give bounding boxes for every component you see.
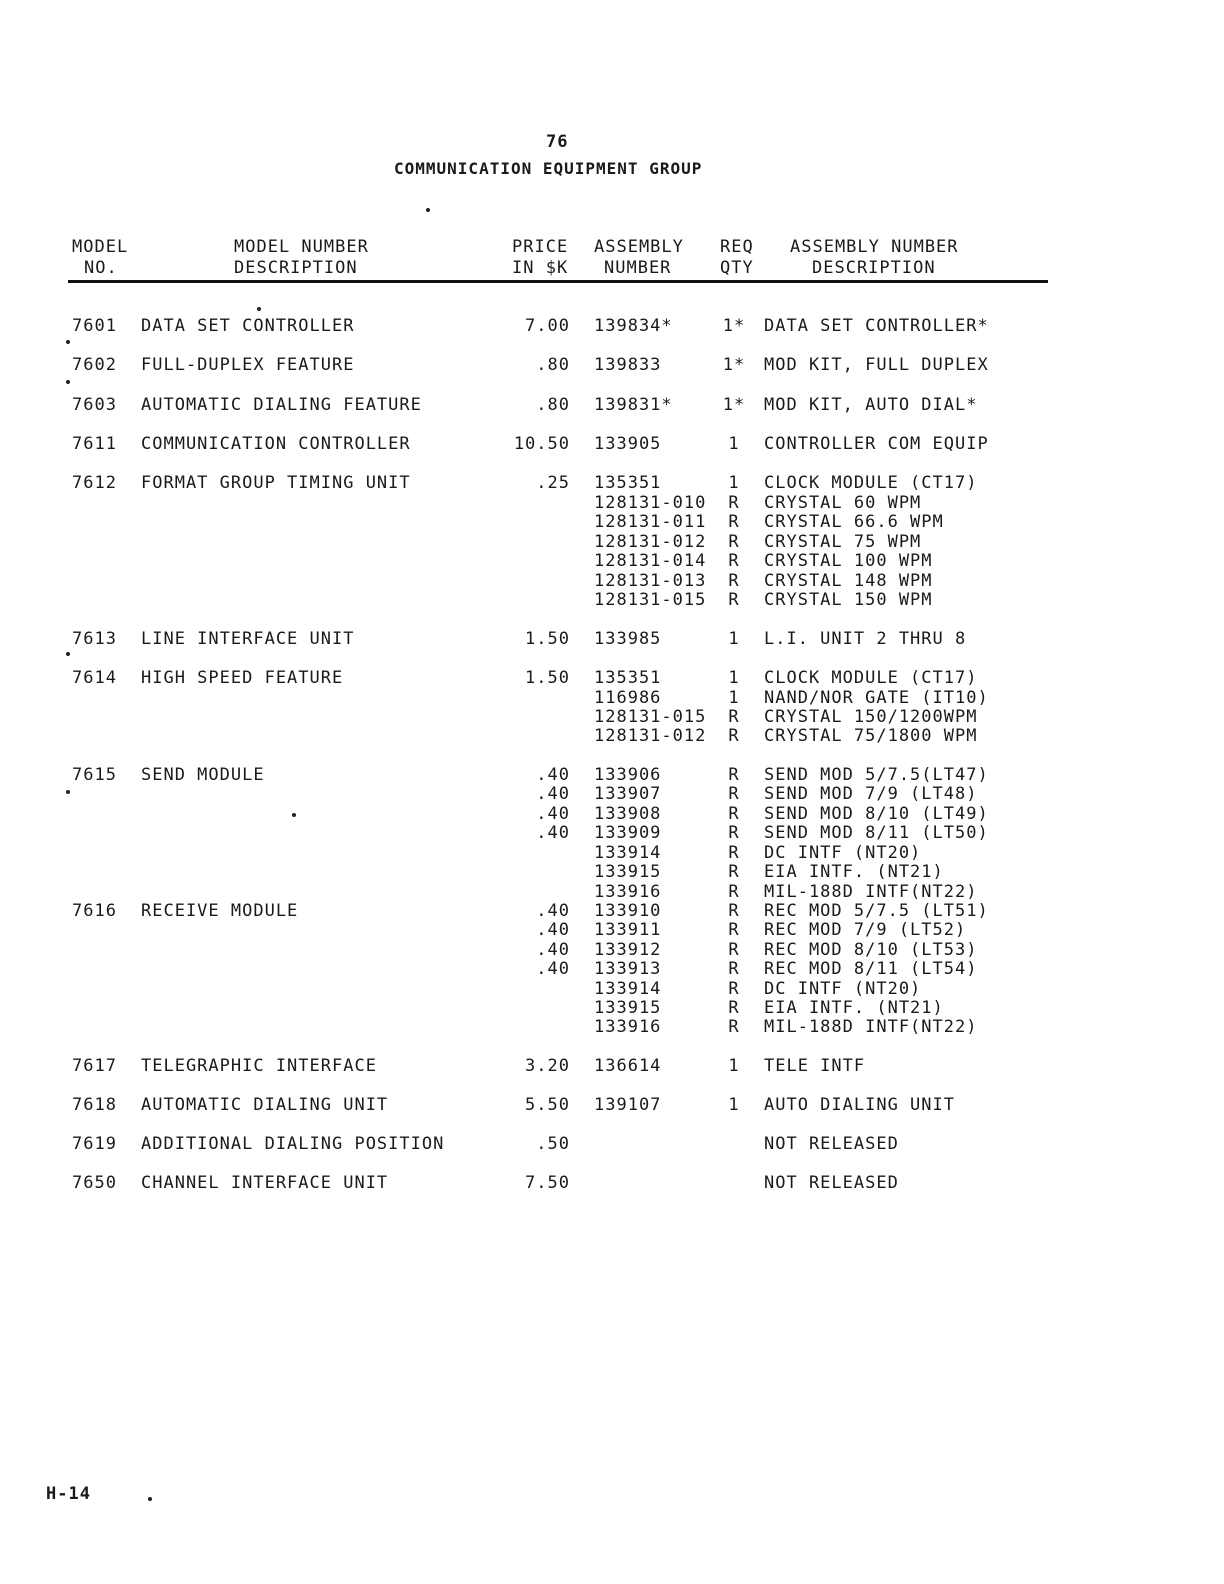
- model-number: 7615: [72, 765, 117, 785]
- required-quantity: 1: [728, 434, 740, 454]
- price: 10.50: [513, 434, 570, 454]
- price: .40: [536, 901, 570, 921]
- assembly-description: SEND MOD 7/9 (LT48): [764, 784, 978, 804]
- model-description: ADDITIONAL DIALING POSITION: [141, 1134, 445, 1154]
- header-qty-line1: REQ: [720, 237, 754, 257]
- required-quantity: R: [728, 551, 740, 571]
- price: .40: [536, 784, 570, 804]
- model-description: FULL-DUPLEX FEATURE: [141, 355, 355, 375]
- header-assembly-desc-line2: DESCRIPTION: [812, 258, 936, 278]
- assembly-description: REC MOD 8/11 (LT54): [764, 959, 978, 979]
- model-number: 7618: [72, 1095, 117, 1115]
- price: 5.50: [525, 1095, 570, 1115]
- assembly-number: 133909: [594, 823, 662, 843]
- model-number: 7614: [72, 668, 117, 688]
- model-number: 7601: [72, 316, 117, 336]
- assembly-description: CLOCK MODULE (CT17): [764, 668, 978, 688]
- assembly-description: SEND MOD 8/11 (LT50): [764, 823, 989, 843]
- assembly-description: REC MOD 5/7.5 (LT51): [764, 901, 989, 921]
- assembly-number: 133916: [594, 1017, 662, 1037]
- price: 1.50: [525, 668, 570, 688]
- model-description: RECEIVE MODULE: [141, 901, 299, 921]
- required-quantity: R: [728, 707, 740, 727]
- assembly-description: CRYSTAL 75/1800 WPM: [764, 726, 978, 746]
- assembly-description: NOT RELEASED: [764, 1173, 899, 1193]
- price: 1.50: [525, 629, 570, 649]
- model-description: FORMAT GROUP TIMING UNIT: [141, 473, 411, 493]
- assembly-number: 128131-012: [594, 726, 707, 746]
- assembly-description: CRYSTAL 148 WPM: [764, 571, 933, 591]
- assembly-description: CRYSTAL 150 WPM: [764, 590, 933, 610]
- header-assembly-line2: NUMBER: [604, 258, 672, 278]
- assembly-description: REC MOD 7/9 (LT52): [764, 920, 967, 940]
- assembly-number: 128131-015: [594, 590, 707, 610]
- assembly-description: MOD KIT, AUTO DIAL*: [764, 395, 978, 415]
- assembly-number: 128131-010: [594, 493, 707, 513]
- price: .40: [536, 804, 570, 824]
- scan-speck: [66, 652, 70, 656]
- required-quantity: R: [728, 765, 740, 785]
- required-quantity: 1*: [722, 395, 746, 415]
- assembly-description: DC INTF (NT20): [764, 979, 922, 999]
- required-quantity: R: [728, 1017, 740, 1037]
- assembly-description: EIA INTF. (NT21): [764, 998, 944, 1018]
- footer-page-code: H-14: [46, 1484, 91, 1504]
- required-quantity: R: [728, 979, 740, 999]
- header-assembly-line1: ASSEMBLY: [594, 237, 684, 257]
- model-number: 7612: [72, 473, 117, 493]
- model-number: 7603: [72, 395, 117, 415]
- assembly-number: 128131-012: [594, 532, 707, 552]
- assembly-description: DC INTF (NT20): [764, 843, 922, 863]
- assembly-number: 133985: [594, 629, 662, 649]
- header-price-line1: PRICE: [512, 237, 569, 257]
- assembly-number: 133911: [594, 920, 662, 940]
- assembly-number: 128131-013: [594, 571, 707, 591]
- required-quantity: 1: [728, 629, 740, 649]
- assembly-description: NAND/NOR GATE (IT10): [764, 688, 989, 708]
- required-quantity: 1: [728, 688, 740, 708]
- required-quantity: 1: [728, 1095, 740, 1115]
- model-description: DATA SET CONTROLLER: [141, 316, 355, 336]
- assembly-number: 135351: [594, 473, 662, 493]
- header-assembly-desc-line1: ASSEMBLY NUMBER: [790, 237, 959, 257]
- model-description: LINE INTERFACE UNIT: [141, 629, 355, 649]
- price: 7.00: [525, 316, 570, 336]
- required-quantity: 1: [728, 668, 740, 688]
- assembly-description: CRYSTAL 100 WPM: [764, 551, 933, 571]
- header-rule: [68, 280, 1048, 283]
- model-description: CHANNEL INTERFACE UNIT: [141, 1173, 389, 1193]
- assembly-number: 136614: [594, 1056, 662, 1076]
- price: .80: [536, 355, 570, 375]
- assembly-description: L.I. UNIT 2 THRU 8: [764, 629, 967, 649]
- header-qty-line2: QTY: [720, 258, 754, 278]
- page-title: COMMUNICATION EQUIPMENT GROUP: [394, 159, 703, 178]
- header-price-line2: IN $K: [512, 258, 569, 278]
- assembly-number: 116986: [594, 688, 662, 708]
- page-number: 76: [546, 132, 569, 152]
- required-quantity: R: [728, 959, 740, 979]
- assembly-number: 133914: [594, 979, 662, 999]
- required-quantity: R: [728, 532, 740, 552]
- assembly-number: 133906: [594, 765, 662, 785]
- model-description: SEND MODULE: [141, 765, 265, 785]
- price: .25: [536, 473, 570, 493]
- price: .40: [536, 920, 570, 940]
- header-model-desc-line1: MODEL NUMBER: [234, 237, 369, 257]
- assembly-number: 128131-015: [594, 707, 707, 727]
- required-quantity: 1: [728, 473, 740, 493]
- assembly-number: 139831*: [594, 395, 673, 415]
- required-quantity: R: [728, 998, 740, 1018]
- assembly-number: 128131-014: [594, 551, 707, 571]
- scan-speck: [66, 380, 70, 384]
- assembly-description: NOT RELEASED: [764, 1134, 899, 1154]
- assembly-description: REC MOD 8/10 (LT53): [764, 940, 978, 960]
- required-quantity: R: [728, 590, 740, 610]
- model-description: COMMUNICATION CONTROLLER: [141, 434, 411, 454]
- required-quantity: R: [728, 843, 740, 863]
- scan-speck: [292, 813, 296, 817]
- price: .40: [536, 765, 570, 785]
- header-model-desc-line2: DESCRIPTION: [234, 258, 358, 278]
- assembly-description: CRYSTAL 66.6 WPM: [764, 512, 944, 532]
- price: .40: [536, 959, 570, 979]
- scan-speck: [426, 208, 430, 212]
- scan-speck: [66, 790, 70, 794]
- assembly-description: MOD KIT, FULL DUPLEX: [764, 355, 989, 375]
- assembly-description: MIL-188D INTF(NT22): [764, 882, 978, 902]
- assembly-description: MIL-188D INTF(NT22): [764, 1017, 978, 1037]
- price: .80: [536, 395, 570, 415]
- header-model-no-line2: NO.: [84, 258, 118, 278]
- assembly-number: 133916: [594, 882, 662, 902]
- assembly-number: 133912: [594, 940, 662, 960]
- assembly-number: 133910: [594, 901, 662, 921]
- price: 3.20: [525, 1056, 570, 1076]
- required-quantity: R: [728, 823, 740, 843]
- assembly-description: CRYSTAL 150/1200WPM: [764, 707, 978, 727]
- required-quantity: 1*: [722, 355, 746, 375]
- assembly-number: 133915: [594, 862, 662, 882]
- required-quantity: R: [728, 901, 740, 921]
- required-quantity: R: [728, 920, 740, 940]
- price: .40: [536, 940, 570, 960]
- assembly-description: DATA SET CONTROLLER*: [764, 316, 989, 336]
- model-description: TELEGRAPHIC INTERFACE: [141, 1056, 377, 1076]
- scan-speck: [148, 1497, 152, 1501]
- required-quantity: 1: [728, 1056, 740, 1076]
- assembly-description: CLOCK MODULE (CT17): [764, 473, 978, 493]
- assembly-description: TELE INTF: [764, 1056, 866, 1076]
- assembly-description: SEND MOD 5/7.5(LT47): [764, 765, 989, 785]
- assembly-description: SEND MOD 8/10 (LT49): [764, 804, 989, 824]
- required-quantity: R: [728, 940, 740, 960]
- price: .40: [536, 823, 570, 843]
- assembly-number: 128131-011: [594, 512, 707, 532]
- assembly-description: CONTROLLER COM EQUIP: [764, 434, 989, 454]
- model-number: 7616: [72, 901, 117, 921]
- required-quantity: R: [728, 493, 740, 513]
- assembly-number: 139833: [594, 355, 662, 375]
- header-model-no-line1: MODEL: [72, 237, 129, 257]
- price: .50: [536, 1134, 570, 1154]
- assembly-description: CRYSTAL 60 WPM: [764, 493, 922, 513]
- model-number: 7617: [72, 1056, 117, 1076]
- required-quantity: R: [728, 571, 740, 591]
- model-description: AUTOMATIC DIALING FEATURE: [141, 395, 422, 415]
- assembly-number: 133905: [594, 434, 662, 454]
- required-quantity: R: [728, 512, 740, 532]
- model-number: 7611: [72, 434, 117, 454]
- model-number: 7613: [72, 629, 117, 649]
- assembly-number: 133913: [594, 959, 662, 979]
- model-description: AUTOMATIC DIALING UNIT: [141, 1095, 389, 1115]
- required-quantity: R: [728, 784, 740, 804]
- price: 7.50: [525, 1173, 570, 1193]
- assembly-description: CRYSTAL 75 WPM: [764, 532, 922, 552]
- assembly-number: 135351: [594, 668, 662, 688]
- model-number: 7650: [72, 1173, 117, 1193]
- required-quantity: R: [728, 862, 740, 882]
- required-quantity: 1*: [722, 316, 746, 336]
- assembly-number: 133915: [594, 998, 662, 1018]
- required-quantity: R: [728, 726, 740, 746]
- assembly-number: 139834*: [594, 316, 673, 336]
- model-number: 7619: [72, 1134, 117, 1154]
- assembly-description: EIA INTF. (NT21): [764, 862, 944, 882]
- assembly-number: 133907: [594, 784, 662, 804]
- scan-speck: [66, 340, 70, 344]
- assembly-number: 133908: [594, 804, 662, 824]
- assembly-number: 139107: [594, 1095, 662, 1115]
- required-quantity: R: [728, 804, 740, 824]
- assembly-description: AUTO DIALING UNIT: [764, 1095, 955, 1115]
- scan-speck: [257, 307, 261, 311]
- model-description: HIGH SPEED FEATURE: [141, 668, 344, 688]
- required-quantity: R: [728, 882, 740, 902]
- model-number: 7602: [72, 355, 117, 375]
- assembly-number: 133914: [594, 843, 662, 863]
